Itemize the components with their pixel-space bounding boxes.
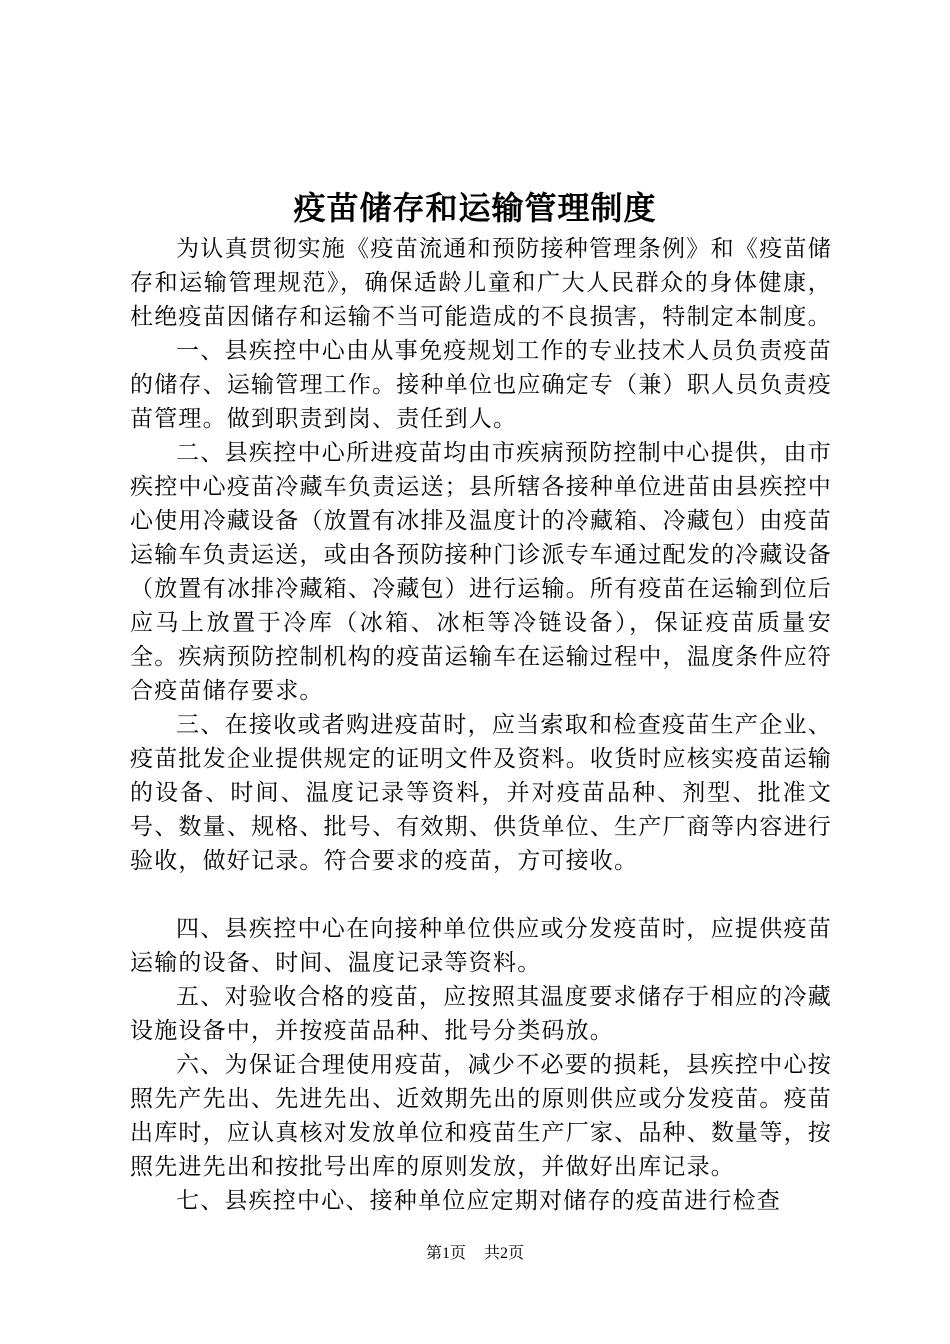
paragraph-1: 一、县疾控中心由从事免疫规划工作的专业技术人员负责疫苗的储存、运输管理工作。接种单位也应确定专（兼）职人员负责疫苗管理。做到职责到岗、责任到人。 [130,338,832,432]
paragraph-7: 七、县疾控中心、接种单位应定期对储存的疫苗进行检查 [176,1188,781,1214]
paragraph-2: 二、县疾控中心所进疫苗均由市疾病预防控制中心提供，由市疾控中心疫苗冷藏车负责运送；县所辖各接种单位进苗由县疾控中心使用冷藏设备（放置有冰排及温度计的冷藏箱、冷藏包）由疫苗运输车负责运送，或由各预防接种门诊派专车通过配发的冷藏设备（放置有冰排冷藏箱、冷藏包）进行运输。所有疫苗在运输到位后应马上放置于冷库（冰箱、冰柜等冷链设备），保证疫苗质量安全。疾病预防控制机构的疫苗运输车在运输过程中，温度条件应符合疫苗储存要求。 [130,440,832,704]
page-number: 第1页 [425,1245,466,1262]
page-footer [0,1242,950,1266]
paragraph-intro: 为认真贯彻实施《疫苗流通和预防接种管理条例》和《疫苗储存和运输管理规范》，确保适龄儿童和广大人民群众的身体健康，杜绝疫苗因储存和运输不当可能造成的不良损害，特制定本制度。 [130,236,832,330]
paragraph-6: 六、为保证合理使用疫苗，减少不必要的损耗，县疾控中心按照先产先出、先进先出、近效期先出的原则供应或分发疫苗。疫苗出库时，应认真核对发放单位和疫苗生产厂家、品种、数量等，按照先进先出和按批号出库的原则发放，并做好出库记录。 [130,1052,832,1180]
blank-line [130,878,832,912]
document-title: 疫苗储存和运输管理制度 [293,189,657,227]
paragraph-3: 三、在接收或者购进疫苗时，应当索取和检查疫苗生产企业、疫苗批发企业提供规定的证明文件及资料。收货时应核实疫苗运输的设备、时间、温度记录等资料，并对疫苗品种、剂型、批准文号、数量、规格、批号、有效期、供货单位、生产厂商等内容进行验收，做好记录。符合要求的疫苗，方可接收。 [130,712,832,874]
paragraph-4: 四、县疾控中心在向接种单位供应或分发疫苗时，应提供疫苗运输的设备、时间、温度记录等资料。 [130,916,832,976]
document-body [130,232,832,1218]
page-total: 共2页 [484,1245,525,1262]
paragraph-5: 五、对验收合格的疫苗，应按照其温度要求储存于相应的冷藏设施设备中，并按疫苗品种、批号分类码放。 [130,984,832,1044]
